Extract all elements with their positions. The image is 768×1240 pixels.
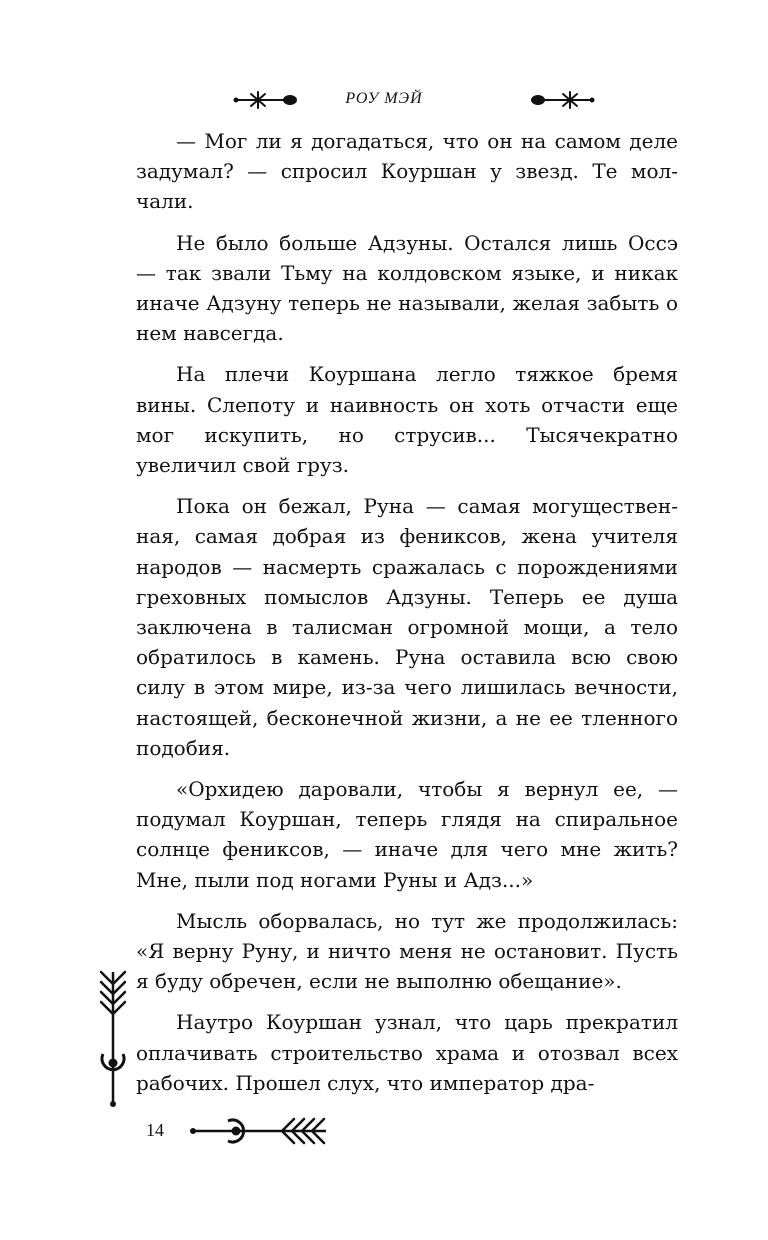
paragraph: Наутро Коуршан узнал, что царь прекратил оплачивать строительство храма и отозвал всех рабочих. Прошел слух, что император дра- — [136, 1010, 678, 1095]
arrow-moon-ornament-icon — [188, 1114, 330, 1148]
star-dot-ornament-icon — [232, 90, 304, 110]
page-footer — [0, 1110, 768, 1150]
running-header — [0, 86, 768, 116]
page-number: 14 — [146, 1120, 164, 1140]
page-body-text — [136, 126, 678, 1109]
paragraph: На плечи Коуршана легло тяжкое бремя вины. Слепоту и наивность он хоть отчасти еще мог искупить, но струсив... Тысячекратно увеличил свой груз. — [136, 362, 678, 478]
paragraph: Пока он бежал, Руна — самая могущественная, самая добрая из фениксов, жена учителя народов — насмерть сражалась с порождениями греховных помыслов Адзуны. Теперь ее душа заключена в талисман огромной мощи, а тело обратилось в камень. Руна оставила всю свою силу в этом мире, из-за чего лишилась вечности, настоящей, бесконечной жизни, а не ее тленного подобия. — [136, 494, 678, 760]
paragraph: Не было больше Адзуны. Остался лишь Оссэ — так звали Тьму на колдовском языке, и никак иначе Адзуну теперь не называли, желая забыть о нем навсегда. — [136, 230, 678, 346]
paragraph: Мысль оборвалась, но тут же продолжилась: «Я верну Руну, и ничто меня не остановит. Пусть я буду обречен, если не выполню обещание». — [136, 908, 678, 994]
vertical-arrow-moon-ornament-icon — [96, 968, 130, 1110]
paragraph: «Орхидею даровали, чтобы я вернул ее, — подумал Коуршан, теперь глядя на спиральное солнце фениксов, — иначе для чего мне жить? Мне, пыли под ногами Руны и Адз...» — [136, 777, 678, 892]
dot-star-ornament-icon — [524, 90, 596, 110]
paragraph: — Мог ли я догадаться, что он на самом деле задумал? — спросил Коуршан у звезд. Те молчали. — [136, 129, 678, 214]
header-title: РОУ МЭЙ — [345, 90, 423, 107]
